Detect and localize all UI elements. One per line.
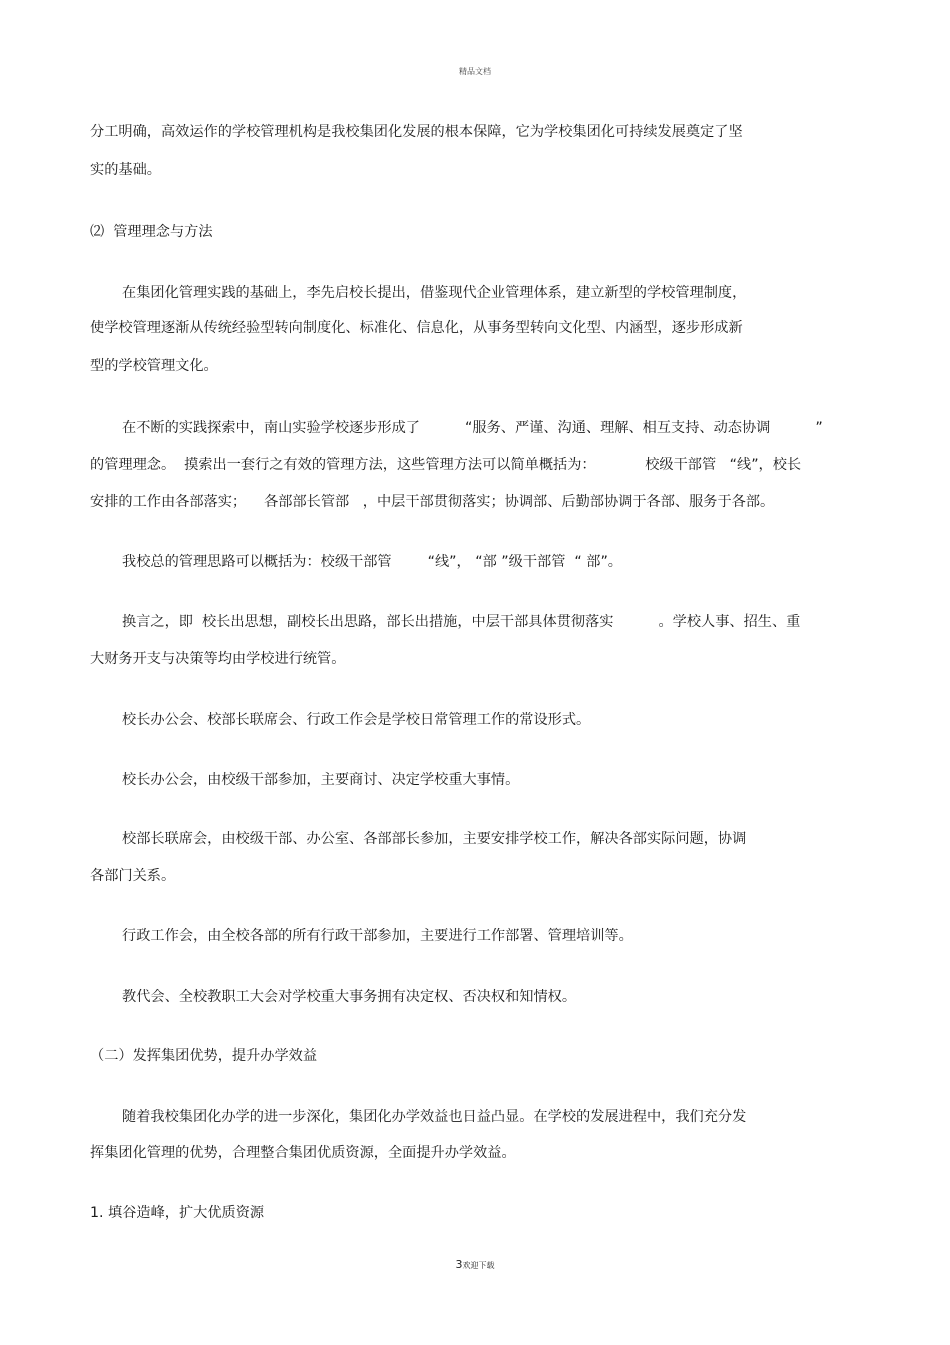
- paragraph-line: 在不断的实践探索中，南山实验学校逐步形成了 “服务、严谨、沟通、理解、相互支持、动态协调 ”: [122, 420, 823, 436]
- paragraph-line: 随着我校集团化办学的进一步深化，集团化办学效益也日益凸显。在学校的发展进程中，我们充分发: [122, 1109, 747, 1125]
- footer-text: 欢迎下载: [462, 1261, 495, 1270]
- paragraph-line: 校部长联席会，由校级干部、办公室、各部部长参加，主要安排学校工作，解决各部实际问题，协调: [122, 831, 747, 847]
- paragraph-line: 使学校管理逐渐从传统经验型转向制度化、标准化、信息化，从事务型转向文化型、内涵型，逐步形成新: [90, 320, 743, 336]
- paragraph-line: 分工明确，高效运作的学校管理机构是我校集团化发展的根本保障，它为学校集团化可持续发展奠定了坚: [90, 124, 743, 140]
- paragraph-line: 行政工作会，由全校各部的所有行政干部参加，主要进行工作部署、管理培训等。: [122, 928, 633, 944]
- paragraph-line: 的管理理念。 摸索出一套行之有效的管理方法，这些管理方法可以简单概括为： 校级干部管 “线”，校长: [90, 457, 802, 473]
- section-heading: （二）发挥集团优势，提升办学效益: [90, 1048, 318, 1064]
- paragraph-line: 在集团化管理实践的基础上，李先启校长提出，借鉴现代企业管理体系，建立新型的学校管理制度，: [122, 285, 747, 301]
- paragraph-line: 我校总的管理思路可以概括为：校级干部管 “线”， “部 ”级干部管 “ 部”。: [122, 554, 622, 570]
- paragraph-line: 型的学校管理文化。: [90, 358, 218, 374]
- page-header: 精品文档: [459, 67, 491, 76]
- paragraph-line: 校长办公会，由校级干部参加，主要商讨、决定学校重大事情。: [122, 772, 520, 788]
- section-heading: ⑵ 管理理念与方法: [90, 224, 213, 240]
- paragraph-line: 挥集团化管理的优势，合理整合集团优质资源，全面提升办学效益。: [90, 1145, 516, 1161]
- page-footer: [0, 1258, 950, 1271]
- section-heading: 1. 填谷造峰，扩大优质资源: [90, 1205, 265, 1221]
- page-number: 3: [455, 1258, 463, 1271]
- paragraph-line: 校长办公会、校部长联席会、行政工作会是学校日常管理工作的常设形式。: [122, 712, 591, 728]
- paragraph-line: 教代会、全校教职工大会对学校重大事务拥有决定权、否决权和知情权。: [122, 989, 577, 1005]
- paragraph-line: 大财务开支与决策等均由学校进行统管。: [90, 651, 346, 667]
- paragraph-line: 各部门关系。: [90, 868, 176, 884]
- paragraph-line: 安排的工作由各部落实； 各部部长管部 ，中层干部贯彻落实；协调部、后勤部协调于各部、服务于各部。: [90, 494, 775, 510]
- paragraph-line: 换言之，即 校长出思想，副校长出思路，部长出措施，中层干部具体贯彻落实 。学校人事、招生、重: [122, 614, 801, 630]
- paragraph-line: 实的基础。: [90, 162, 161, 178]
